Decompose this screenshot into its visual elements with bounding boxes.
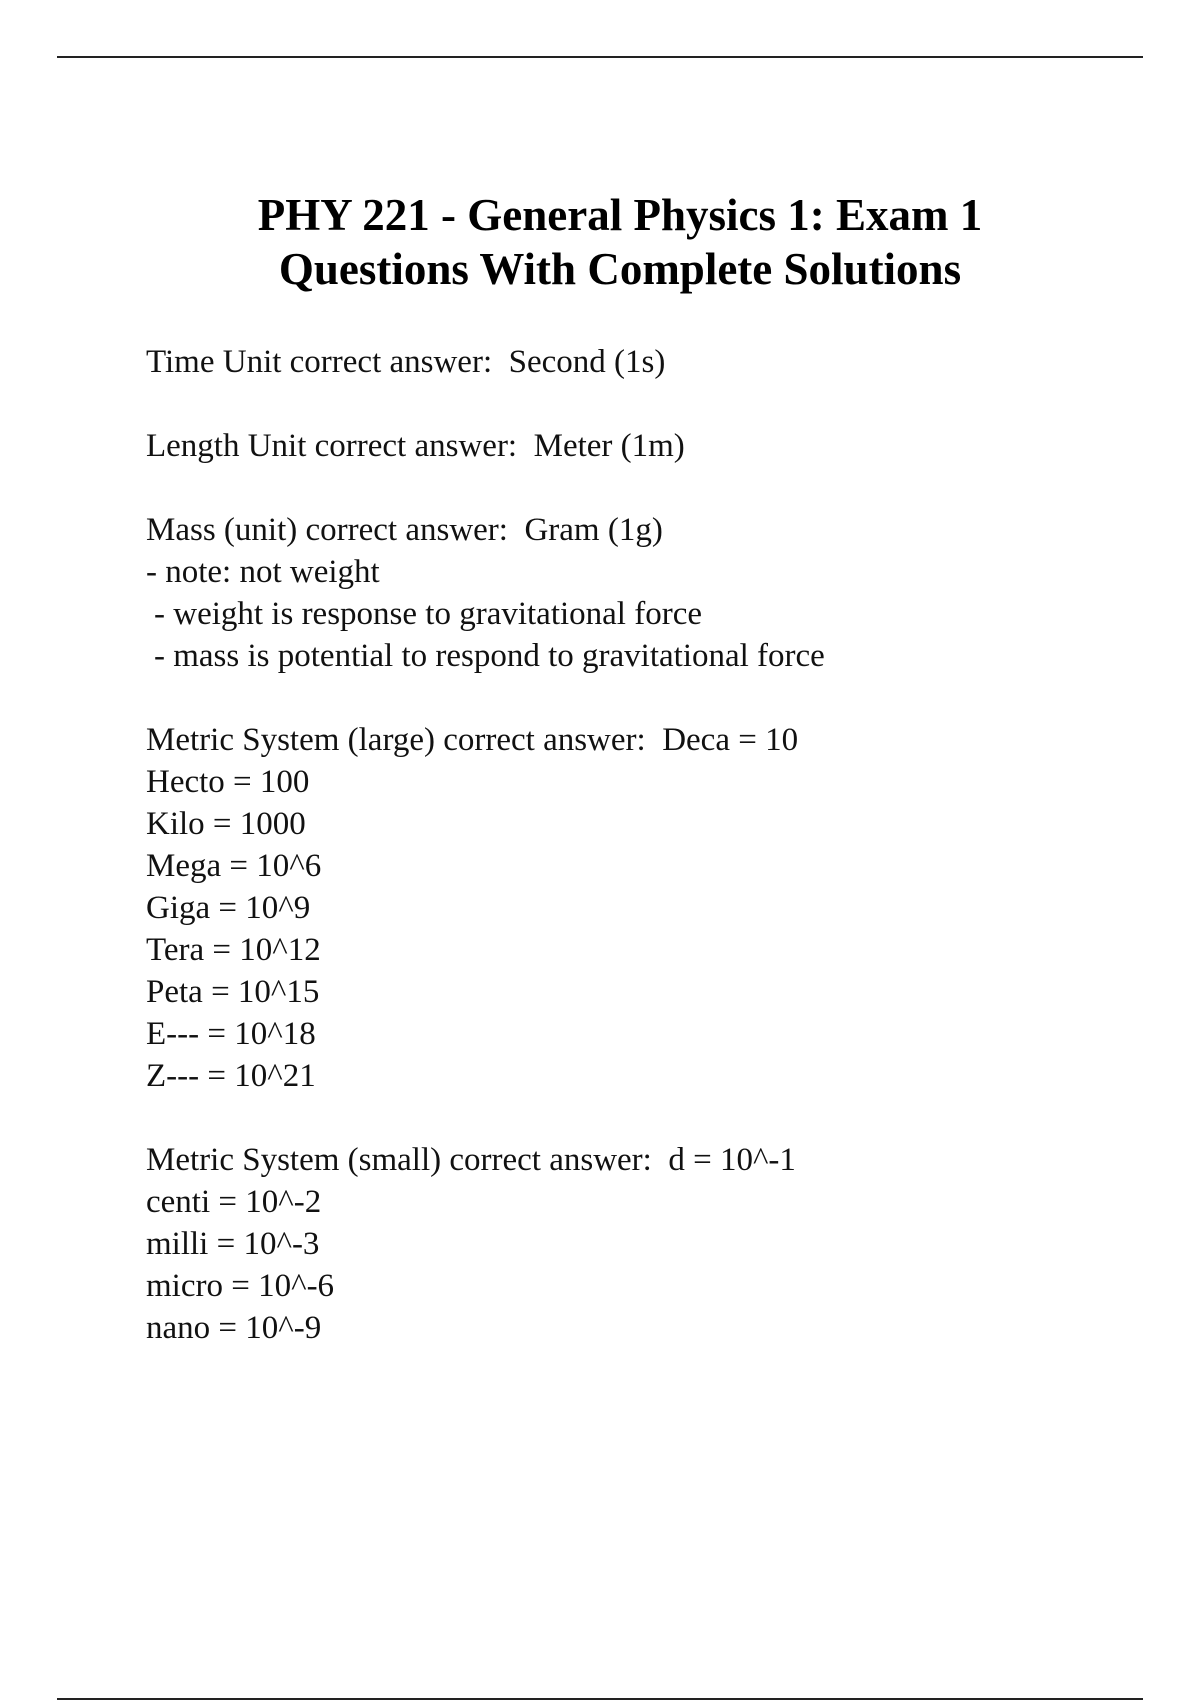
question-line: Metric System (small) correct answer: d = 10^-1: [146, 1142, 796, 1178]
document-body: [146, 341, 1146, 1391]
qa-metric-small: [146, 1139, 1146, 1349]
answer-line: E--- = 10^18: [146, 1016, 316, 1052]
header-rule: [57, 56, 1143, 58]
answer-line: Mega = 10^6: [146, 848, 322, 884]
answer-line: Z--- = 10^21: [146, 1058, 316, 1094]
question-line: Metric System (large) correct answer: Deca = 10: [146, 722, 799, 758]
answer-line: Giga = 10^9: [146, 890, 311, 926]
qa-time-unit: [146, 341, 1146, 383]
answer-line: centi = 10^-2: [146, 1184, 322, 1220]
answer-line: Peta = 10^15: [146, 974, 320, 1010]
title-line-2: Questions With Complete Solutions: [278, 244, 962, 294]
answer-note-line: - mass is potential to respond to gravitational force: [154, 638, 825, 674]
question-line: Mass (unit) correct answer: Gram (1g): [146, 512, 663, 548]
qa-length-unit: [146, 425, 1146, 467]
answer-note-line: - note: not weight: [146, 554, 380, 590]
qa-mass-unit: [146, 509, 1146, 677]
qa-metric-large: [146, 719, 1146, 1097]
answer-line: Hecto = 100: [146, 764, 310, 800]
answer-note-line: - weight is response to gravitational force: [154, 596, 702, 632]
document-title: [100, 188, 1140, 296]
answer-line: milli = 10^-3: [146, 1226, 320, 1262]
title-line-1: PHY 221 - General Physics 1: Exam 1: [257, 190, 983, 240]
question-line: Length Unit correct answer: Meter (1m): [146, 428, 685, 464]
question-line: Time Unit correct answer: Second (1s): [146, 344, 666, 380]
answer-line: Kilo = 1000: [146, 806, 306, 842]
answer-line: micro = 10^-6: [146, 1268, 335, 1304]
answer-line: nano = 10^-9: [146, 1310, 322, 1346]
answer-line: Tera = 10^12: [146, 932, 321, 968]
